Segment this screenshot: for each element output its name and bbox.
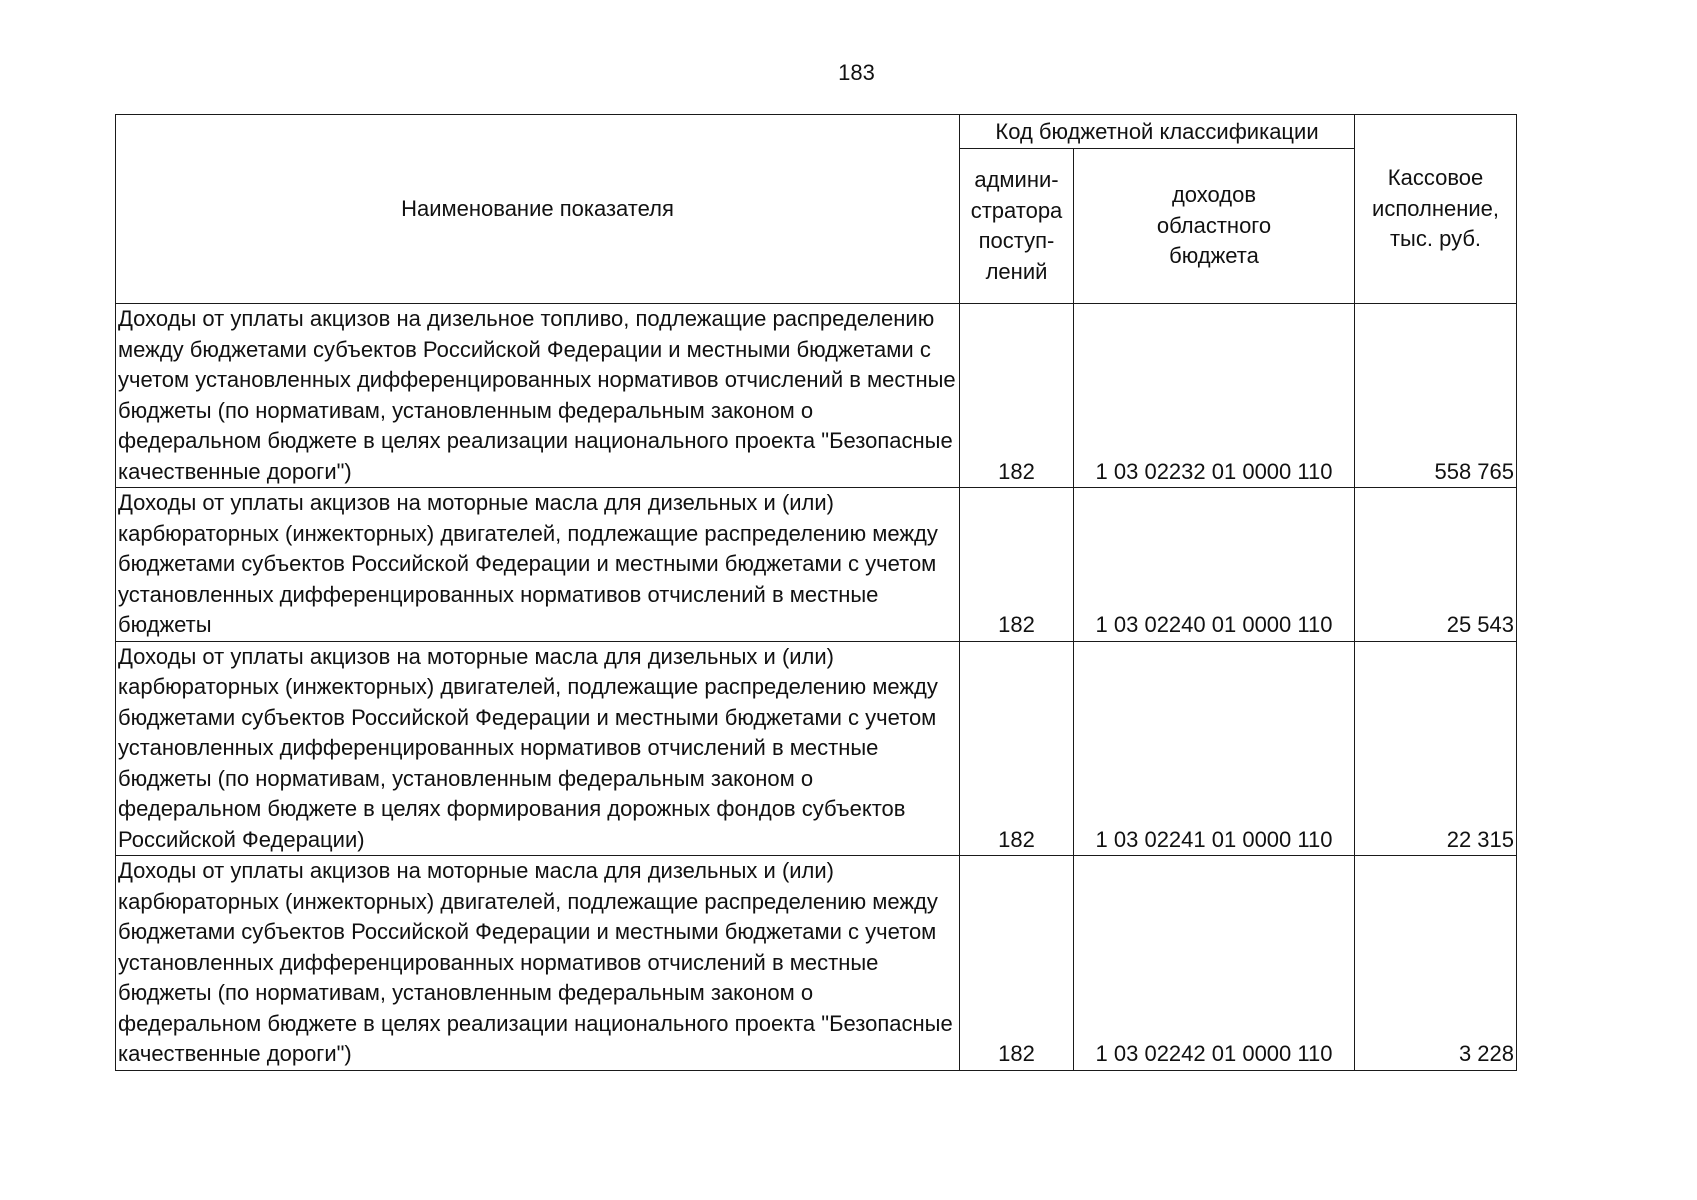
- table-row: [116, 856, 1517, 1071]
- table-header: [116, 115, 1517, 304]
- row-name: Доходы от уплаты акцизов на моторные масла для дизельных и (или) карбюраторных (инжекторных) двигателей, подлежащие распределению между бюджетами субъектов Российской Федерации и местными бюджетами с учетом установленных дифференцированных нормативов отчислений в местные бюджеты (по нормативам, установленным федеральным законом о федеральном бюджете в целях формирования дорожных фондов субъектов Российской Федерации): [116, 641, 960, 856]
- row-amount: 3 228: [1355, 856, 1517, 1071]
- table-row: [116, 488, 1517, 642]
- row-revenue-code: 1 03 02232 01 0000 110: [1074, 304, 1355, 488]
- row-revenue-code: 1 03 02241 01 0000 110: [1074, 641, 1355, 856]
- row-name: Доходы от уплаты акцизов на дизельное топливо, подлежащие распределению между бюджетами субъектов Российской Федерации и местными бюджетами с учетом установленных дифференцированных нормативов отчислений в местные бюджеты (по нормативам, установленным федеральным законом о федеральном бюджете в целях реализации национального проекта "Безопасные качественные дороги"): [116, 304, 960, 488]
- column-header-name: Наименование показателя: [116, 115, 960, 304]
- row-amount: 558 765: [1355, 304, 1517, 488]
- column-header-revenue-code: доходов областного бюджета: [1074, 149, 1355, 304]
- header-row-top: [116, 115, 1517, 149]
- row-admin-code: 182: [960, 856, 1074, 1071]
- row-admin-code: 182: [960, 488, 1074, 642]
- column-header-administrator: админи- стратора поступ- лений: [960, 149, 1074, 304]
- table-row: [116, 641, 1517, 856]
- page-number: 183: [838, 60, 875, 85]
- budget-table: [115, 114, 1517, 1071]
- row-name: Доходы от уплаты акцизов на моторные масла для дизельных и (или) карбюраторных (инжекторных) двигателей, подлежащие распределению между бюджетами субъектов Российской Федерации и местными бюджетами с учетом установленных дифференцированных нормативов отчислений в местные бюджеты (по нормативам, установленным федеральным законом о федеральном бюджете в целях реализации национального проекта "Безопасные качественные дороги"): [116, 856, 960, 1071]
- table-body: [116, 304, 1517, 1071]
- row-admin-code: 182: [960, 641, 1074, 856]
- column-header-classification-code: Код бюджетной классификации: [960, 115, 1355, 149]
- table-row: [116, 304, 1517, 488]
- row-name: Доходы от уплаты акцизов на моторные масла для дизельных и (или) карбюраторных (инжекторных) двигателей, подлежащие распределению между бюджетами субъектов Российской Федерации и местными бюджетами с учетом установленных дифференцированных нормативов отчислений в местные бюджеты: [116, 488, 960, 642]
- row-amount: 22 315: [1355, 641, 1517, 856]
- column-header-amount: Кассовое исполнение, тыс. руб.: [1355, 115, 1517, 304]
- row-amount: 25 543: [1355, 488, 1517, 642]
- row-admin-code: 182: [960, 304, 1074, 488]
- row-revenue-code: 1 03 02240 01 0000 110: [1074, 488, 1355, 642]
- row-revenue-code: 1 03 02242 01 0000 110: [1074, 856, 1355, 1071]
